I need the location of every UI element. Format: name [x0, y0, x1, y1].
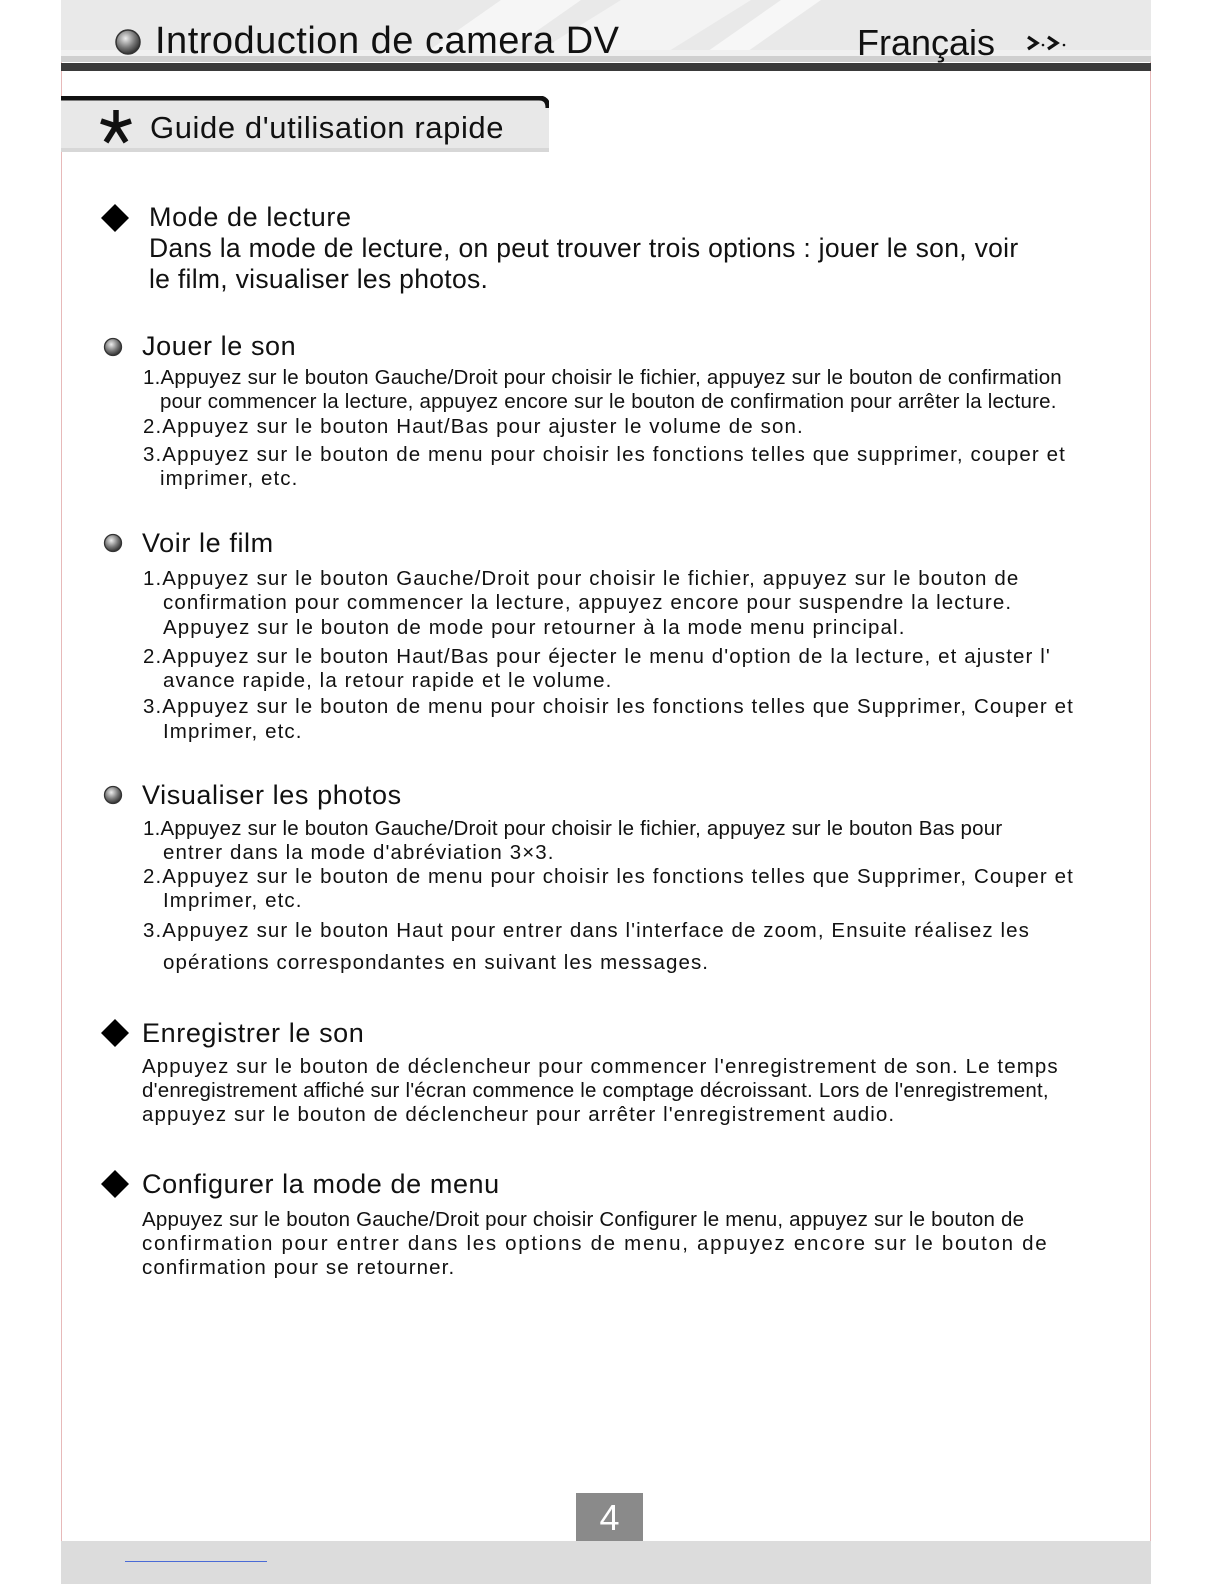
list-line: opérations correspondantes en suivant les messages.	[163, 951, 710, 974]
paragraph-line: d'enregistrement affiché sur l'écran commence le comptage décroissant. Lors de l'enregistrement,	[142, 1079, 1049, 1102]
heading-configurer-menu: Configurer la mode de menu	[142, 1169, 500, 1199]
list-line: avance rapide, la retour rapide et le volume.	[163, 669, 613, 692]
header-rule-dark	[61, 63, 1151, 71]
page-number: 4	[576, 1493, 643, 1541]
list-line: Imprimer, etc.	[163, 720, 303, 743]
list-line: 3.Appuyez sur le bouton de menu pour choisir les fonctions telles que supprimer, couper et	[143, 443, 1066, 466]
diamond-bullet-icon	[100, 1169, 130, 1199]
diamond-bullet-icon	[100, 203, 130, 233]
list-line: imprimer, etc.	[160, 467, 299, 490]
list-line: 2.Appuyez sur le bouton de menu pour choisir les fonctions telles que Supprimer, Couper et	[143, 865, 1074, 888]
footer-link-underline	[125, 1561, 267, 1562]
footer-band	[61, 1541, 1151, 1584]
list-line: 3.Appuyez sur le bouton de menu pour choisir les fonctions telles que Supprimer, Couper et	[143, 695, 1074, 718]
list-line: pour commencer la lecture, appuyez encore sur le bouton de confirmation pour arrêter la lecture.	[160, 390, 1057, 413]
heading-jouer-son: Jouer le son	[142, 331, 297, 361]
diamond-bullet-icon	[100, 1018, 130, 1048]
heading-enregistrer-son: Enregistrer le son	[142, 1018, 365, 1048]
asterisk-icon	[98, 108, 134, 144]
list-line: entrer dans la mode d'abréviation 3×3.	[163, 841, 555, 864]
paragraph-line: appuyez sur le bouton de déclencheur pour arrêter l'enregistrement audio.	[142, 1103, 896, 1126]
list-line: 3.Appuyez sur le bouton Haut pour entrer dans l'interface de zoom, Ensuite réalisez les	[143, 919, 1031, 942]
list-line: Appuyez sur le bouton de mode pour retourner à la mode menu principal.	[163, 616, 906, 639]
heading-voir-film: Voir le film	[142, 528, 274, 558]
round-bullet-icon	[103, 533, 123, 553]
list-line: 2.Appuyez sur le bouton Haut/Bas pour ajuster le volume de son.	[143, 415, 804, 438]
round-bullet-icon	[103, 785, 123, 805]
list-line: Imprimer, etc.	[163, 889, 303, 912]
paragraph-line: le film, visualiser les photos.	[149, 264, 489, 294]
list-line: 2.Appuyez sur le bouton Haut/Bas pour éjecter le menu d'option de la lecture, et ajuster l'	[143, 645, 1051, 668]
heading-mode-lecture: Mode de lecture	[149, 202, 352, 232]
paragraph-line: Dans la mode de lecture, on peut trouver trois options : jouer le son, voir	[149, 233, 1019, 263]
paragraph-line: Appuyez sur le bouton de déclencheur pour commencer l'enregistrement de son. Le temps	[142, 1055, 1059, 1078]
round-bullet-icon	[114, 28, 142, 56]
list-line: 1.Appuyez sur le bouton Gauche/Droit pour choisir le fichier, appuyez sur le bouton de confirmation	[143, 366, 1062, 389]
section-title: Guide d'utilisation rapide	[150, 110, 505, 145]
list-line: 1.Appuyez sur le bouton Gauche/Droit pour choisir le fichier, appuyez sur le bouton de	[143, 567, 1020, 590]
paragraph-line: confirmation pour entrer dans les options de menu, appuyez encore sur le bouton de	[142, 1232, 1049, 1255]
list-line: confirmation pour commencer la lecture, appuyez encore pour suspendre la lecture.	[163, 591, 1013, 614]
paragraph-line: confirmation pour se retourner.	[142, 1256, 456, 1279]
round-bullet-icon	[103, 337, 123, 357]
language-label: Français	[857, 22, 996, 63]
document-title: Introduction de camera DV	[155, 20, 620, 62]
heading-visualiser-photos: Visualiser les photos	[142, 780, 402, 810]
list-line: 1.Appuyez sur le bouton Gauche/Droit pour choisir le fichier, appuyez sur le bouton Bas pour	[143, 817, 1003, 840]
double-chevron-right-icon	[1026, 34, 1070, 52]
paragraph-line: Appuyez sur le bouton Gauche/Droit pour choisir Configurer le menu, appuyez sur le bouton de	[142, 1208, 1025, 1231]
